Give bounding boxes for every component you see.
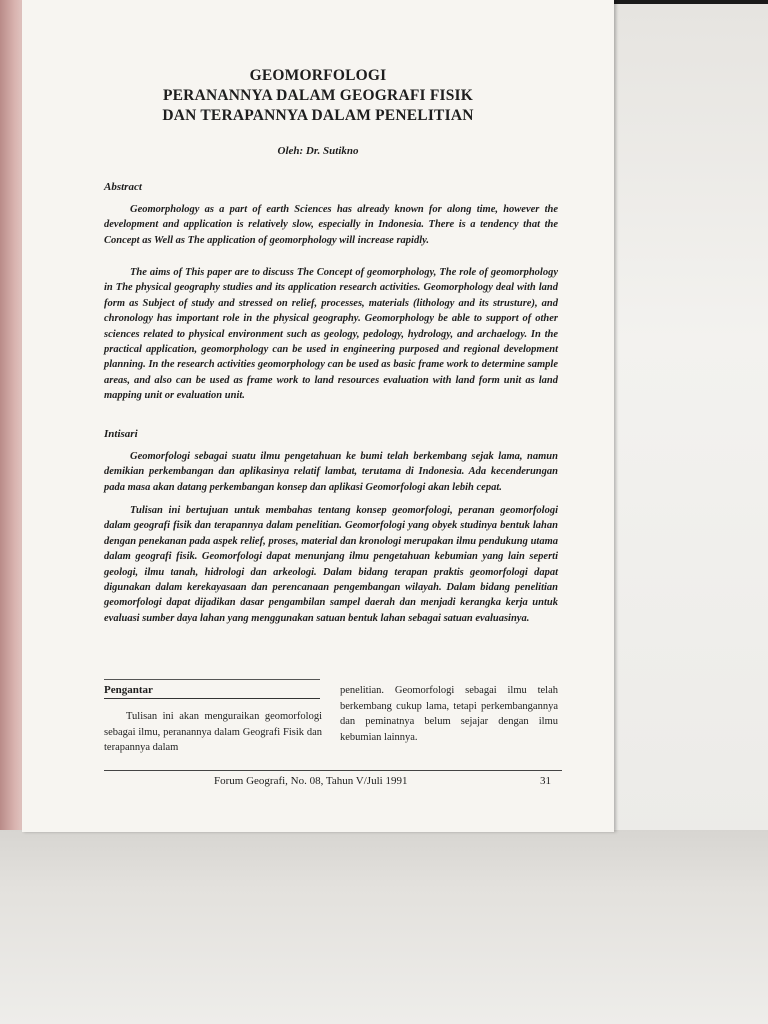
pengantar-left-column: Tulisan ini akan menguraikan geomorfologi sebagai ilmu, peranannya dalam Geografi Fisik dan terapannya dalam	[104, 711, 322, 754]
title-line-1: GEOMORFOLOGI	[249, 67, 387, 84]
paper-title	[22, 66, 614, 126]
journal-footer: Forum Geografi, No. 08, Tahun V/Juli 1991	[214, 775, 408, 787]
backdrop-right-page	[612, 0, 768, 844]
page-number: 31	[540, 775, 551, 787]
footer-rule	[104, 770, 562, 771]
backdrop-bottom-surface	[0, 830, 768, 1024]
intisari-paragraph-2: Tulisan ini bertujuan untuk membahas tentang konsep geomorfologi, peranan geomorfologi dalam geografi fisik dan terapannya dalam penelitian. Geomorfologi yang obyek studinya bentuk lahan dengan penekanan pada aspek relief, proses, material dan kronologi merupakan ilmu pendukung utama dalam geografi fisik. Geomorfologi dapat menunjang ilmu pengetahuan kebumian yang lain seperti geologi, ilmu tanah, hidrologi dan arkeologi. Dalam bidang terapan praktis geomorfologi dapat digunakan dalam kerekayasaan dan perencanaan pengembangan wilayah. Dalam bidang penelitian geomorfologi dapat dijadikan dasar pengambilan sampel daerah dan menjadi kerangka kerja untuk evaluasi sumber daya lahan yang menggunakan satuan bentuk lahan sebagai satuan evaluasinya.	[104, 505, 558, 624]
pengantar-top-rule	[104, 679, 320, 680]
intisari-heading: Intisari	[104, 428, 138, 440]
abstract-paragraph-1: Geomorphology as a part of earth Sciences has already known for along time, however the development and application is relatively slow, especially in Indonesia. There is a tendency that the Concept as Well as The application of geomorphology will increase rapidly.	[104, 204, 558, 246]
pengantar-right-column: penelitian. Geomorfologi sebagai ilmu telah berkembang cukup lama, tetapi perkembangannya dan peminatnya belum sejajar dengan ilmu kebumian lainnya.	[340, 685, 558, 743]
abstract-paragraph-2: The aims of This paper are to discuss The Concept of geomorphology, The role of geomorphology in The physical geography studies and its application research activities. Geomorphology deal with land form as Subject of study and stressed on relief, processes, materials (lithology and its strusture), and chronology has important role in the physical geography. Geomorphology be able to support of other sciences related to physical environment such as geology, pedology, hydrology, and archaelogy. In the practical application, geomorphology can be used in engineering purposed and regional development planning. In the research activities geomorphology can be used as basic frame work to determine sample areas, and also can be used as frame work to land resources evaluation with land form unit as land mapping unit or evaluation unit.	[104, 267, 558, 402]
title-line-3: DAN TERAPANNYA DALAM PENELITIAN	[162, 107, 474, 124]
author-line: Oleh: Dr. Sutikno	[277, 145, 359, 157]
pengantar-heading: Pengantar	[104, 684, 320, 699]
intisari-paragraph-1: Geomorfologi sebagai suatu ilmu pengetahuan ke bumi telah berkembang sejak lama, namun demikian perkembangan dan aplikasinya relatif lambat, terutama di Indonesia. Ada kecenderungan pada masa akan datang perkembangan konsep dan aplikasi Geomorfologi akan lebih cepat.	[104, 451, 558, 493]
title-line-2: PERANANNYA DALAM GEOGRAFI FISIK	[162, 87, 474, 104]
paper-page	[22, 0, 614, 832]
abstract-heading: Abstract	[104, 181, 142, 193]
